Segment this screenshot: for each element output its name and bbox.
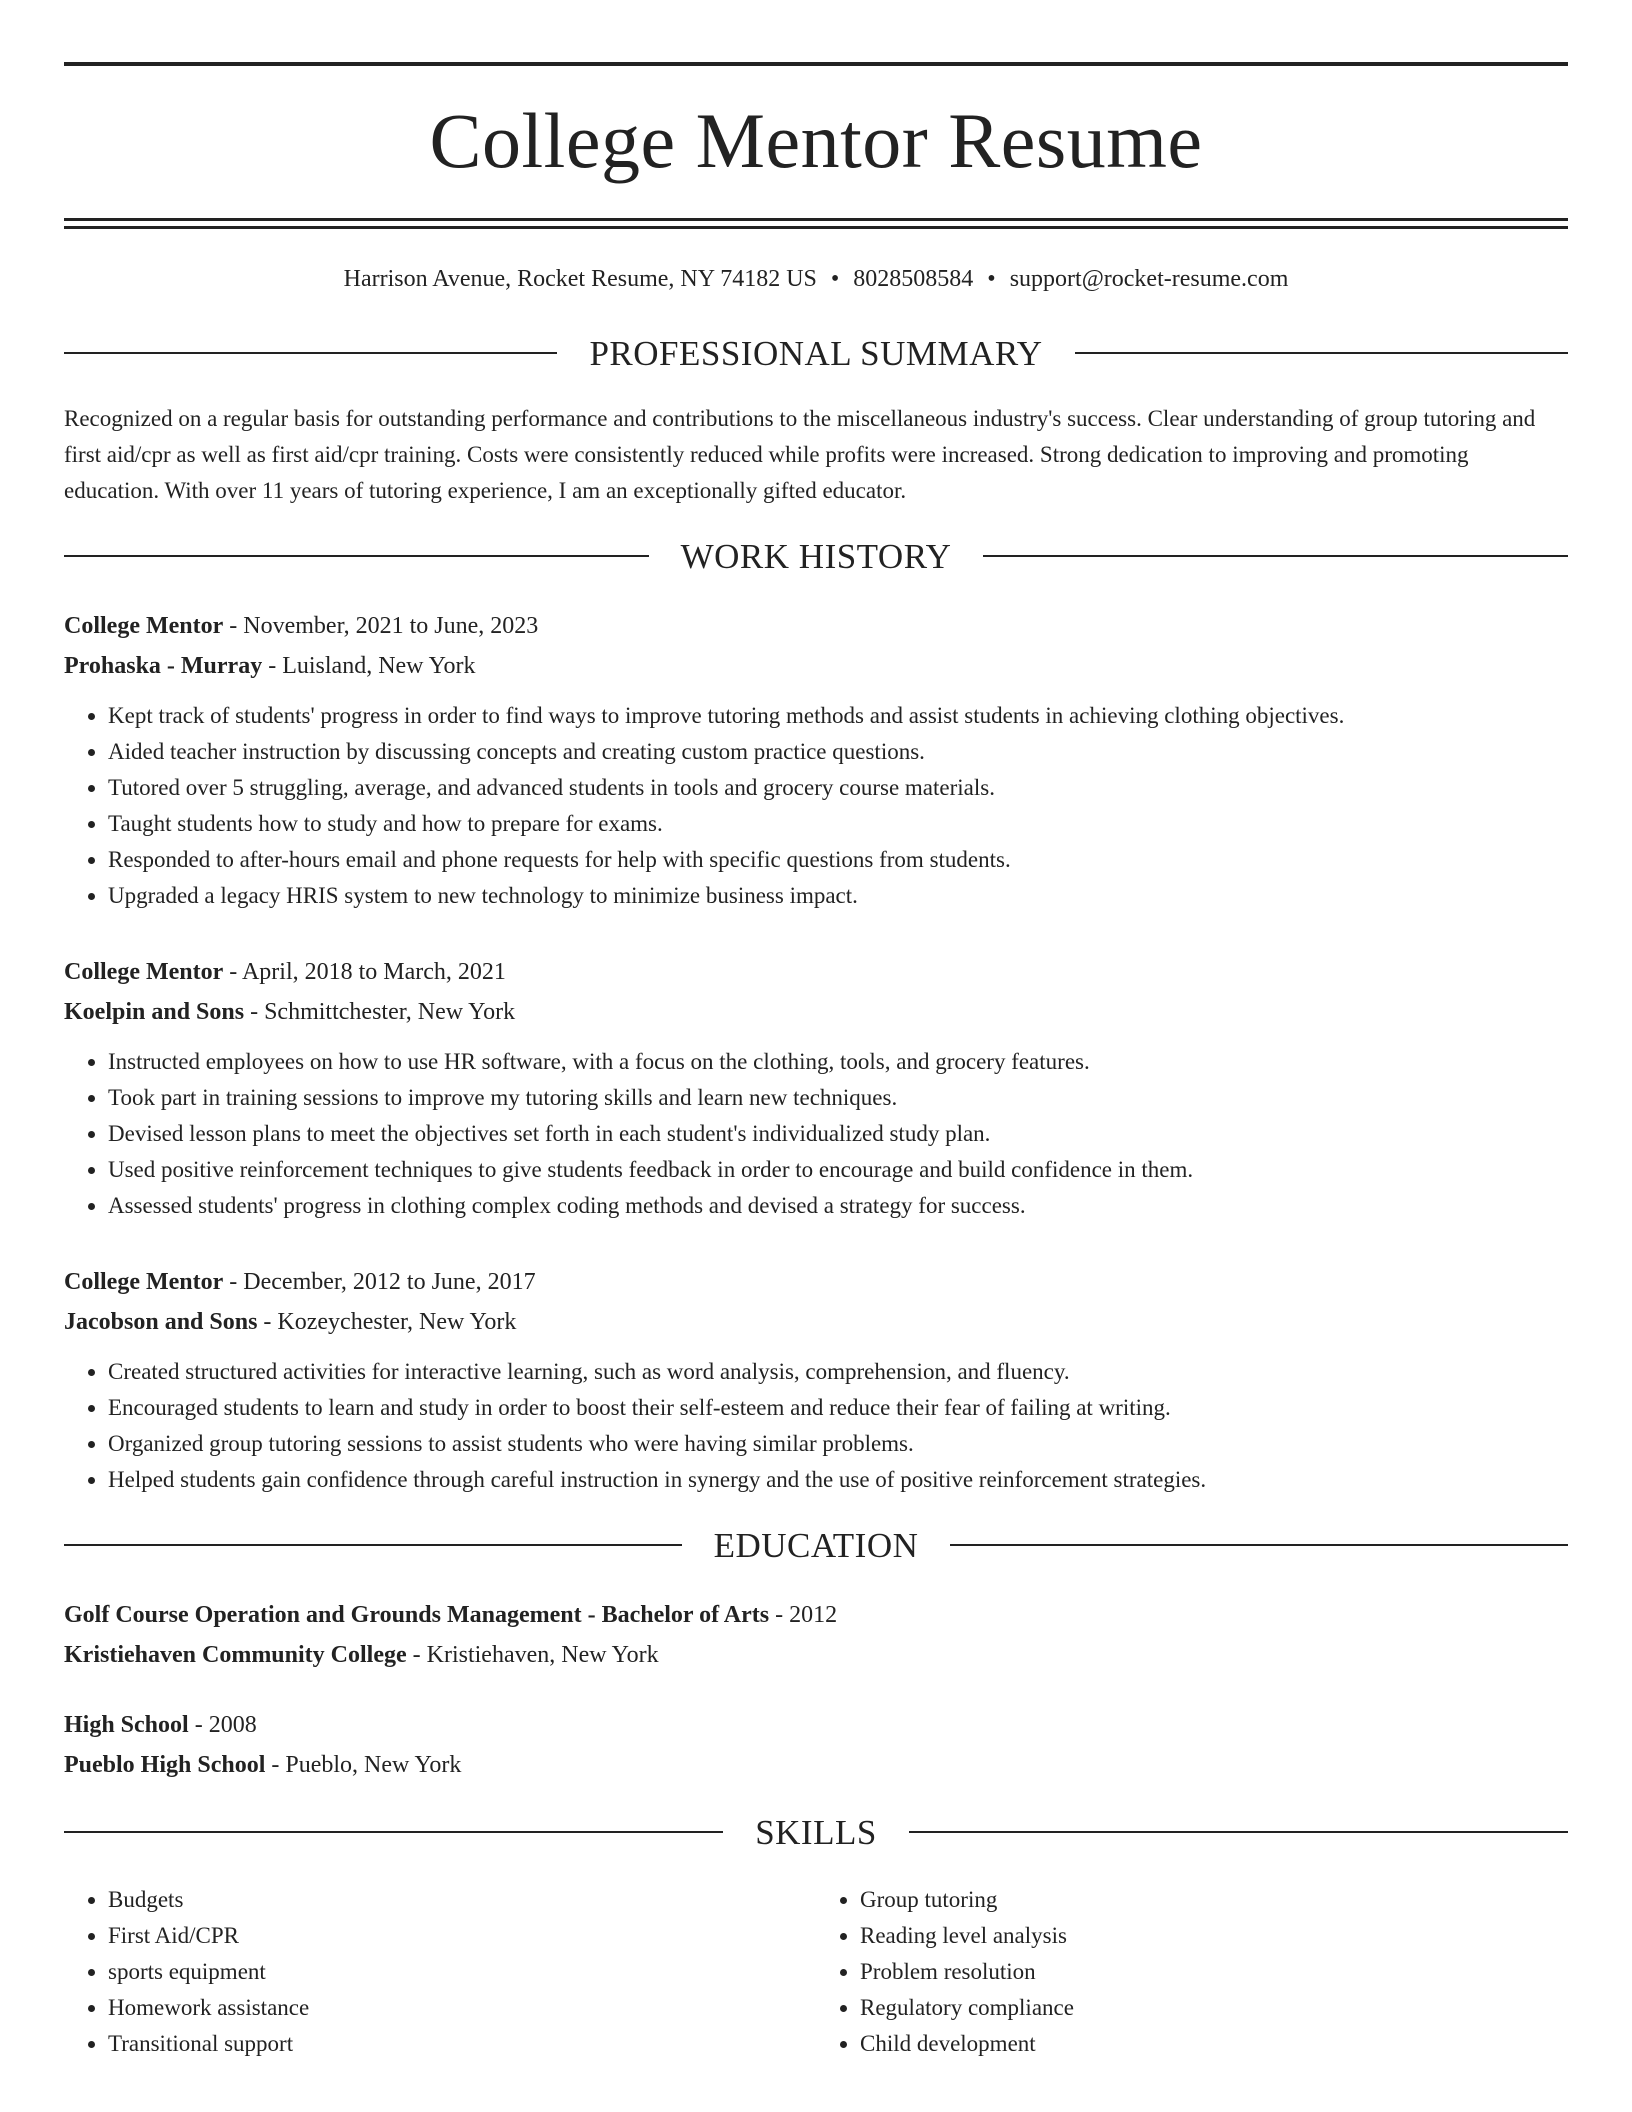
skill-item: • Budgets <box>108 1882 816 1918</box>
summary-heading <box>64 333 1568 373</box>
job-bullet: • Organized group tutoring sessions to assist students who were having similar problems. <box>108 1426 1568 1462</box>
education-degree-line <box>64 1705 1568 1745</box>
job-title: College Mentor <box>64 1268 224 1295</box>
job-bullet: • Upgraded a legacy HRIS system to new technology to minimize business impact. <box>108 878 1568 914</box>
job-bullet: • Instructed employees on how to use HR software, with a focus on the clothing, tools, and grocery features. <box>108 1044 1568 1080</box>
job-bullets <box>64 698 1568 914</box>
job-company-line <box>64 646 1568 686</box>
job-dates: - December, 2012 to June, 2017 <box>223 1268 536 1295</box>
education-school: Kristiehaven Community College <box>64 1641 407 1668</box>
job-location: - Kozeychester, New York <box>257 1308 517 1335</box>
job-bullets <box>64 1354 1568 1498</box>
job-location: - Luisland, New York <box>262 652 476 679</box>
summary-text: Recognized on a regular basis for outstanding performance and contributions to the miscellaneous industry's success. Clear understanding of group tutoring and first aid/cpr as well as first aid/cpr training. Costs were consistently reduced while profits were increased. Strong dedication to improving and promoting education. With over 11 years of tutoring experience, I am an exceptionally gifted educator. <box>64 405 1536 503</box>
skill-item: • Reading level analysis <box>860 1918 1568 1954</box>
contact-phone: 8028508584 <box>853 266 974 292</box>
job-title-line <box>64 1262 1568 1302</box>
heading-rule-left <box>64 352 557 354</box>
education-degree: Golf Course Operation and Grounds Management - Bachelor of Arts <box>64 1601 770 1628</box>
job-bullet: • Taught students how to study and how to prepare for exams. <box>108 806 1568 842</box>
job-dates: - April, 2018 to March, 2021 <box>223 958 506 985</box>
top-rule <box>64 62 1568 66</box>
job-bullet: • Took part in training sessions to improve my tutoring skills and learn new techniques. <box>108 1080 1568 1116</box>
skills-column-left <box>64 1882 816 2062</box>
education-degree: High School <box>64 1711 189 1738</box>
title-double-rule <box>64 218 1568 229</box>
skills-heading-label: SKILLS <box>755 1812 877 1852</box>
education-entry <box>64 1705 1568 1785</box>
job-bullet: • Helped students gain confidence through careful instruction in synergy and the use of positive reinforcement strategies. <box>108 1462 1568 1498</box>
skills-heading <box>64 1812 1568 1852</box>
education-year: - 2012 <box>769 1601 838 1628</box>
education-degree-line <box>64 1595 1568 1635</box>
job-bullet: • Aided teacher instruction by discussing concepts and creating custom practice questions. <box>108 734 1568 770</box>
job-title: College Mentor <box>64 612 224 639</box>
job-title-line <box>64 952 1568 992</box>
work-history-heading-label: WORK HISTORY <box>680 536 952 576</box>
contact-email: support@rocket-resume.com <box>1009 266 1289 292</box>
education-location: - Kristiehaven, New York <box>406 1641 659 1668</box>
skill-item: • First Aid/CPR <box>108 1918 816 1954</box>
work-history-heading <box>64 536 1568 576</box>
job-bullet: • Created structured activities for interactive learning, such as word analysis, comprehension, and fluency. <box>108 1354 1568 1390</box>
job-dates: - November, 2021 to June, 2023 <box>223 612 539 639</box>
job-bullet: • Encouraged students to learn and study in order to boost their self-esteem and reduce their fear of failing at writing. <box>108 1390 1568 1426</box>
summary-heading-label: PROFESSIONAL SUMMARY <box>589 333 1043 373</box>
job-bullets <box>64 1044 1568 1224</box>
job-company: Koelpin and Sons <box>64 998 245 1025</box>
education-school-line <box>64 1745 1568 1785</box>
education-heading-label: EDUCATION <box>713 1525 919 1565</box>
job-title-line <box>64 606 1568 646</box>
education-school-line <box>64 1635 1568 1675</box>
heading-rule-left <box>64 555 649 557</box>
job-company-line <box>64 992 1568 1032</box>
job-company: Prohaska - Murray <box>64 652 263 679</box>
skills-list <box>64 1882 1568 2062</box>
skill-item: • Homework assistance <box>108 1990 816 2026</box>
job-entry <box>64 1262 1568 1498</box>
job-bullet: • Used positive reinforcement techniques to give students feedback in order to encourage and build confidence in them. <box>108 1152 1568 1188</box>
job-bullet: • Devised lesson plans to meet the objectives set forth in each student's individualized study plan. <box>108 1116 1568 1152</box>
education-year: - 2008 <box>188 1711 257 1738</box>
job-bullet: • Tutored over 5 struggling, average, and advanced students in tools and grocery course materials. <box>108 770 1568 806</box>
skill-item: • Regulatory compliance <box>860 1990 1568 2026</box>
contact-line <box>64 265 1568 294</box>
heading-rule-right <box>1075 352 1568 354</box>
job-bullet: • Kept track of students' progress in order to find ways to improve tutoring methods and assist students in achieving clothing objectives. <box>108 698 1568 734</box>
heading-rule-right <box>909 1831 1568 1833</box>
job-entry <box>64 952 1568 1224</box>
education-entry <box>64 1595 1568 1675</box>
heading-rule-left <box>64 1544 682 1546</box>
skill-item: • Problem resolution <box>860 1954 1568 1990</box>
heading-rule-right <box>950 1544 1568 1546</box>
skill-item: • Child development <box>860 2026 1568 2062</box>
job-bullet: • Responded to after-hours email and phone requests for help with specific questions from students. <box>108 842 1568 878</box>
contact-separator: • <box>830 266 840 292</box>
job-title: College Mentor <box>64 958 224 985</box>
job-location: - Schmittchester, New York <box>244 998 516 1025</box>
job-company-line <box>64 1302 1568 1342</box>
job-bullet: • Assessed students' progress in clothing complex coding methods and devised a strategy for success. <box>108 1188 1568 1224</box>
heading-rule-right <box>983 555 1568 557</box>
education-heading <box>64 1525 1568 1565</box>
education-location: - Pueblo, New York <box>265 1751 462 1778</box>
contact-separator: • <box>987 266 996 292</box>
skill-item: • Group tutoring <box>860 1882 1568 1918</box>
heading-rule-left <box>64 1831 723 1833</box>
contact-address: Harrison Avenue, Rocket Resume, NY 74182 US <box>343 266 817 292</box>
skill-item: • sports equipment <box>108 1954 816 1990</box>
job-entry <box>64 606 1568 914</box>
skill-item: • Transitional support <box>108 2026 816 2062</box>
skills-column-right <box>816 1882 1568 2062</box>
resume-title: College Mentor Resume <box>429 97 1203 184</box>
job-company: Jacobson and Sons <box>64 1308 258 1335</box>
education-school: Pueblo High School <box>64 1751 266 1778</box>
